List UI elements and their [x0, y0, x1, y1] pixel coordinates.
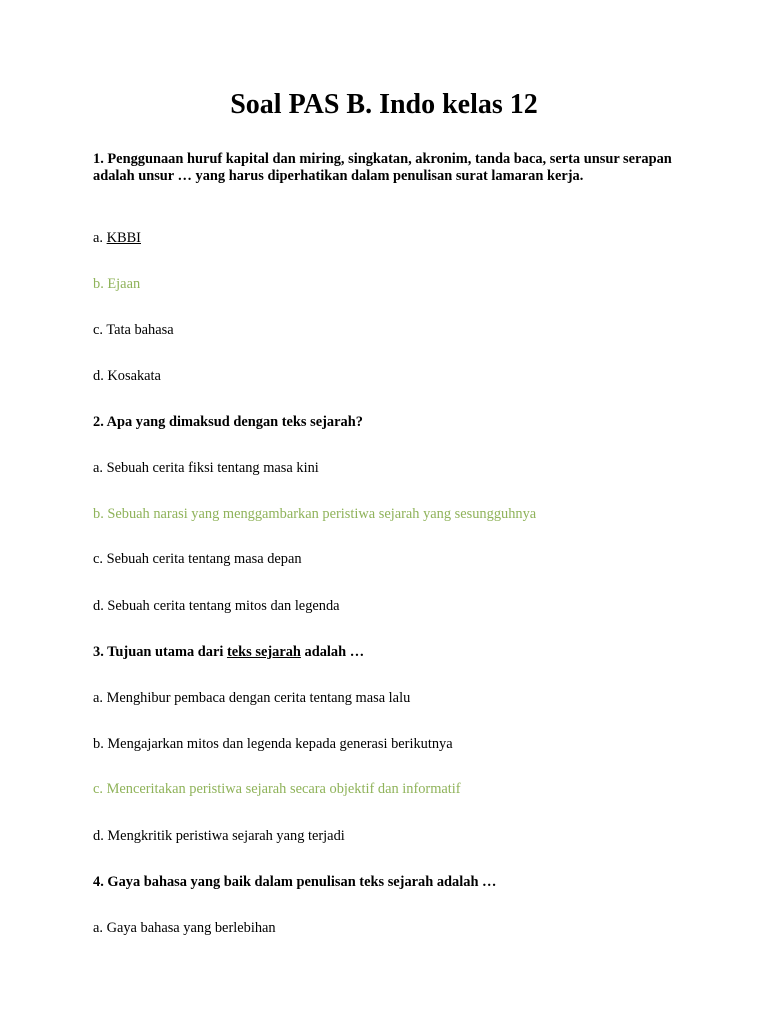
question-1: 1. Penggunaan huruf kapital dan miring, singkatan, akronim, tanda baca, serta unsur serapan adalah unsur … yang harus diperhatikan dalam penulisan surat lamaran kerja. [93, 151, 672, 184]
q3-option-b: b. Mengajarkan mitos dan legenda kepada generasi berikutnya [93, 736, 453, 752]
question-4: 4. Gaya bahasa yang baik dalam penulisan teks sejarah adalah … [93, 874, 497, 890]
q3-text-underlined: teks sejarah [226, 644, 301, 660]
q2-option-d: d. Sebuah cerita tentang mitos dan legenda [93, 598, 340, 614]
q1-option-a-text: KBBI [106, 230, 141, 246]
q2-option-c: c. Sebuah cerita tentang masa depan [93, 551, 302, 567]
question-3 [93, 644, 673, 661]
q3-option-c-correct: c. Menceritakan peristiwa sejarah secara objektif dan informatif [93, 781, 461, 797]
q3-option-d: d. Mengkritik peristiwa sejarah yang terjadi [93, 828, 345, 844]
q3-text-before: 3. Tujuan utama dari [93, 644, 227, 660]
page-title: Soal PAS B. Indo kelas 12 [230, 89, 538, 120]
q1-option-d: d. Kosakata [93, 368, 161, 384]
q3-option-a: a. Menghibur pembaca dengan cerita tentang masa lalu [93, 690, 411, 706]
q3-text-after: adalah … [300, 644, 365, 660]
question-2: 2. Apa yang dimaksud dengan teks sejarah? [93, 414, 363, 430]
q1-option-a [93, 230, 673, 247]
q2-option-a: a. Sebuah cerita fiksi tentang masa kini [93, 460, 319, 476]
q2-option-b-correct: b. Sebuah narasi yang menggambarkan peristiwa sejarah yang sesungguhnya [93, 506, 537, 522]
q1-option-b-correct: b. Ejaan [93, 276, 141, 292]
q4-option-a: a. Gaya bahasa yang berlebihan [93, 920, 276, 936]
q1-option-a-prefix: a. [93, 230, 107, 246]
q1-option-c: c. Tata bahasa [93, 322, 174, 338]
